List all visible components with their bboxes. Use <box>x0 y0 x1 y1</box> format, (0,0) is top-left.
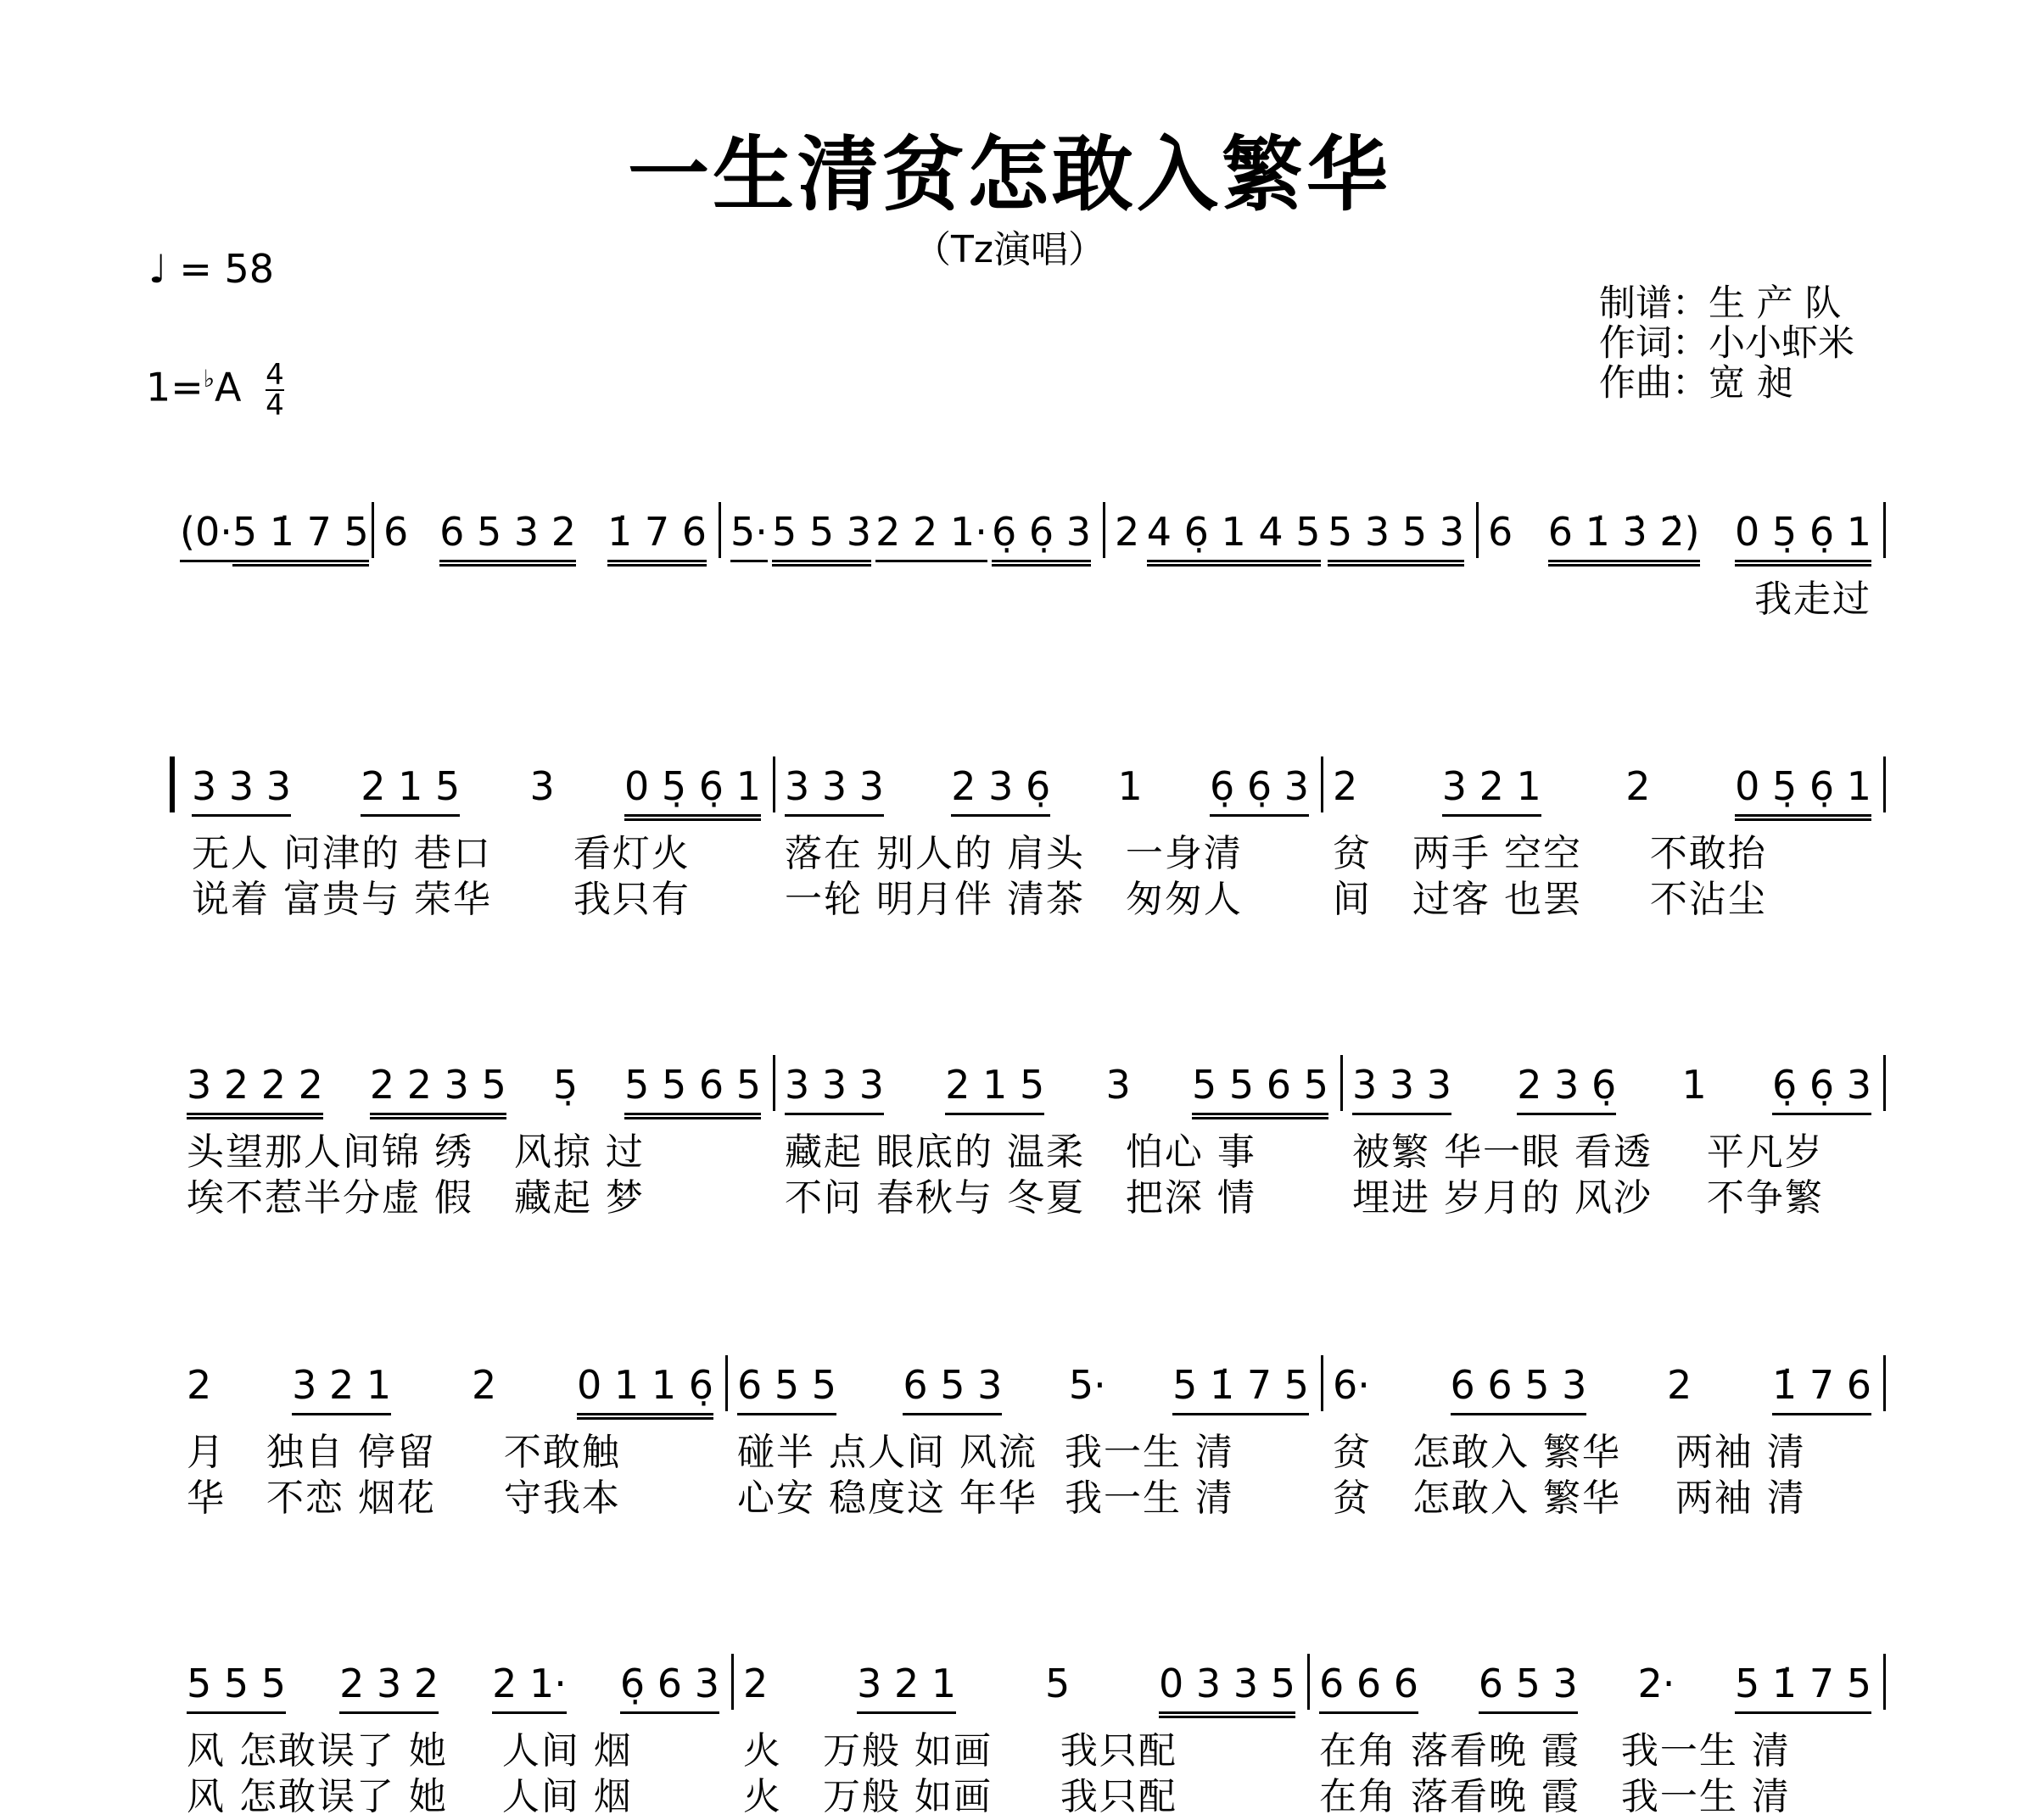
lyric-verse-2: 华 不恋 烟花 守我本 <box>187 1477 621 1520</box>
measure <box>1321 1362 1883 1520</box>
lyric-verse-1: 在角 落看晚 霞 我一生 清 <box>1319 1729 1791 1773</box>
notes-row <box>719 509 1103 568</box>
note-group: 2 <box>187 1362 212 1408</box>
lyric-verse-1: 无人 问津的 巷口 看灯火 <box>192 832 691 875</box>
measure <box>719 509 1103 660</box>
measure <box>731 1661 1307 1818</box>
lyric-verse-1 <box>1103 568 1476 614</box>
time-top: 4 <box>266 358 284 392</box>
barline <box>1883 502 1886 558</box>
note-group: 6· <box>1333 1362 1370 1408</box>
note-group: 2 <box>743 1661 769 1706</box>
note-group: 0 5̣ 6̣ 1 <box>624 763 761 821</box>
note-group: 3 <box>1105 1062 1131 1108</box>
note-group: 2 1· <box>492 1661 567 1714</box>
performer-subtitle: （Tz演唱） <box>914 228 1105 271</box>
note-group: 6 5 5 <box>737 1362 836 1415</box>
lyric-verse-2 <box>168 614 372 660</box>
lyric-verse-1: 我走过 <box>1754 578 1871 621</box>
note-group: 5̣ <box>552 1062 579 1108</box>
key-prefix: 1= <box>146 364 204 410</box>
note-group: 1 <box>1117 763 1143 809</box>
note-group: 6 6 5 3 <box>1451 1362 1587 1415</box>
measure <box>175 1362 725 1520</box>
note-group: 2 <box>1667 1362 1692 1408</box>
arranger-credit: 制谱：生 产 队 <box>1599 282 1842 325</box>
time-signature <box>266 360 284 420</box>
measure <box>372 509 719 660</box>
lyric-verse-2: 心安 稳度这 年华 我一生 清 <box>737 1477 1234 1520</box>
measure <box>180 763 773 921</box>
note-group: 0 1 1 6̣ <box>577 1362 713 1420</box>
measure <box>773 763 1321 921</box>
notes-row <box>168 509 372 568</box>
note-group: 6 <box>1488 509 1513 555</box>
note-group: 5· <box>730 509 768 562</box>
lyric-verse-2: 在角 落看晚 霞 我一生 清 <box>1319 1775 1791 1818</box>
lyric-verse-1: 碰半 点人间 风流 我一生 清 <box>737 1431 1234 1474</box>
notes-row <box>773 763 1321 823</box>
barline <box>1883 1355 1886 1411</box>
notes-row <box>725 1362 1321 1421</box>
note-group: 6 5 3 2 <box>439 509 576 567</box>
lyric-verse-2: 不问 春秋与 冬夏 把深 情 <box>785 1176 1256 1220</box>
note-group: 4 6̣ 1 4 5 <box>1147 509 1321 567</box>
lyric-verse-2: 说着 富贵与 荣华 我只有 <box>192 878 691 921</box>
note-group: 6̣ 6 3 <box>620 1661 719 1714</box>
notes-row <box>1321 1362 1883 1421</box>
note-group: (0· <box>180 509 232 562</box>
note-group: 5 5 3 <box>772 509 871 567</box>
flat-icon: ♭ <box>203 365 215 394</box>
notes-row <box>175 1661 731 1720</box>
lyric-verse-1: 藏起 眼底的 温柔 怕心 事 <box>785 1131 1256 1174</box>
lyric-verse-1 <box>719 568 1103 614</box>
notes-row <box>180 763 773 823</box>
barline <box>1883 756 1886 812</box>
note-group: 2 1 5 <box>361 763 460 817</box>
notes-row <box>773 1062 1340 1121</box>
note-group: 3 3 3 <box>192 763 291 817</box>
notes-row <box>1307 1661 1883 1720</box>
key-signature <box>146 360 284 420</box>
note-group: 2 <box>1625 763 1651 809</box>
lyric-verse-2 <box>1476 614 1883 660</box>
note-group: 2 3 2 <box>339 1661 439 1714</box>
lyric-verse-1: 火 万般 如画 我只配 <box>743 1729 1177 1773</box>
lyric-verse-1: 月 独自 停留 不敢触 <box>187 1431 621 1474</box>
note-group: 6 5 3 <box>1479 1661 1578 1714</box>
lyric-verse-2: 埋进 岁月的 风沙 不争繁 <box>1352 1176 1824 1220</box>
note-group: 3 2 1 <box>292 1362 391 1415</box>
lyric-verse-2 <box>719 614 1103 660</box>
lyric-verse-1: 贫 怎敢入 繁华 两袖 清 <box>1333 1431 1806 1474</box>
note-group: 3 3 3 <box>1352 1062 1451 1115</box>
notes-row <box>1340 1062 1883 1121</box>
tempo-marking: ♩ = 58 <box>148 246 275 292</box>
lyric-verse-1 <box>168 568 372 614</box>
note-group: 5 <box>1044 1661 1071 1706</box>
lyric-verse-1 <box>372 568 719 614</box>
lyric-verse-2 <box>1103 614 1476 660</box>
note-group: 1̇ 7 6 <box>1772 1362 1871 1415</box>
lyric-verse-1: 头望那人间锦 绣 风掠 过 <box>187 1131 645 1174</box>
notes-row <box>731 1661 1307 1720</box>
note-group: 3 3 3 <box>785 763 884 817</box>
notes-row <box>1321 763 1883 823</box>
note-group: 2 3 6̣ <box>1517 1062 1616 1115</box>
measure <box>168 509 372 660</box>
note-group: 0 3 3 5 <box>1159 1661 1295 1718</box>
note-group: 5 1̇ 7 5 <box>232 509 369 567</box>
lyric-verse-1: 贫 两手 空空 不敢抬 <box>1333 832 1767 875</box>
barline <box>1883 1055 1886 1111</box>
score-line <box>0 763 2019 921</box>
credits <box>1599 284 1854 404</box>
notes-row <box>372 509 719 568</box>
notes-row <box>1103 509 1476 568</box>
barline <box>1883 1654 1886 1710</box>
note-group: 6 5 3 <box>903 1362 1002 1415</box>
note-group: 3 3 3 <box>785 1062 884 1115</box>
lyric-verse-2: 贫 怎敢入 繁华 两袖 清 <box>1333 1477 1806 1520</box>
measure <box>1321 763 1883 921</box>
note-group: 1̇ 7 6 <box>607 509 707 567</box>
score-line <box>0 1661 2019 1818</box>
note-group: 6̣ 6̣ 3 <box>992 509 1091 567</box>
note-group: 0 5̣ 6̣ 1 <box>1735 509 1871 567</box>
note-group: 5 1̇ 7 5 <box>1735 1661 1871 1714</box>
lyricist-credit: 作词：小小虾米 <box>1599 322 1854 365</box>
note-group: 2 <box>471 1362 497 1408</box>
measure <box>725 1362 1321 1520</box>
note-group: 5· <box>1068 1362 1106 1408</box>
note-group: 2 2 3 5 <box>370 1062 506 1119</box>
note-group: 2 <box>1333 763 1358 809</box>
note-group: 6 1̇ 3̇ 2̇) <box>1548 509 1700 567</box>
note-group: 5 5 6 5 <box>1192 1062 1328 1119</box>
composer-credit: 作曲：宽 昶 <box>1599 362 1793 405</box>
note-group: 1 <box>1681 1062 1707 1108</box>
lyric-verse-1: 风 怎敢误了 她 人间 烟 <box>187 1729 633 1773</box>
lyric-verse-2: 间 过客 也罢 不沾尘 <box>1333 878 1767 921</box>
measure <box>1103 509 1476 660</box>
note-group: 2 1 5 <box>945 1062 1044 1115</box>
note-group: 2 <box>1115 509 1140 555</box>
key-note: A <box>215 364 242 410</box>
measure <box>175 1062 773 1220</box>
measure <box>1340 1062 1883 1220</box>
lyric-verse-1: 被繁 华一眼 看透 平凡岁 <box>1352 1131 1824 1174</box>
lyric-verse-2: 风 怎敢误了 她 人间 烟 <box>187 1775 633 1818</box>
notes-row <box>175 1062 773 1121</box>
note-group: 2 2 1· <box>875 509 987 562</box>
note-group: 3 2 1 <box>857 1661 956 1714</box>
note-group: 6̣ 6̣ 3 <box>1772 1062 1871 1115</box>
note-group: 5 5 5 <box>187 1661 286 1714</box>
lyric-verse-2: 埃不惹半分虚 假 藏起 梦 <box>187 1176 645 1220</box>
score-line <box>0 1062 2019 1220</box>
lyric-verse-2: 火 万般 如画 我只配 <box>743 1775 1177 1818</box>
score-line <box>0 1362 2019 1520</box>
note-group: 5 5 6 5 <box>624 1062 761 1119</box>
note-group: 6 6 6 <box>1319 1661 1418 1714</box>
time-bottom: 4 <box>266 388 284 422</box>
note-group: 6 <box>383 509 409 555</box>
note-group: 2 3 6̣ <box>951 763 1050 817</box>
note-group: 5 1̇ 7 5 <box>1172 1362 1309 1415</box>
notes-row <box>175 1362 725 1421</box>
lyric-verse-2: 一轮 明月伴 清茶 匆匆人 <box>785 878 1243 921</box>
note-group: 5 3 5 3 <box>1328 509 1464 567</box>
note-group: 0 5̣ 6̣ 1 <box>1735 763 1871 821</box>
note-group: 6̣ 6̣ 3 <box>1210 763 1309 817</box>
measure <box>1476 509 1883 660</box>
lyric-verse-2 <box>372 614 719 660</box>
measure <box>175 1661 731 1818</box>
song-title: 一生清贫怎敢入繁华 <box>628 127 1391 222</box>
note-group: 2· <box>1637 1661 1675 1706</box>
note-group: 3 2 1 <box>1442 763 1541 817</box>
lyric-verse-1: 落在 别人的 肩头 一身清 <box>785 832 1243 875</box>
note-group: 3 2 2 2 <box>187 1062 323 1119</box>
note-group: 3 <box>529 763 555 809</box>
measure <box>1307 1661 1883 1818</box>
score-line <box>0 509 2019 662</box>
measure <box>773 1062 1340 1220</box>
notes-row <box>1476 509 1883 568</box>
